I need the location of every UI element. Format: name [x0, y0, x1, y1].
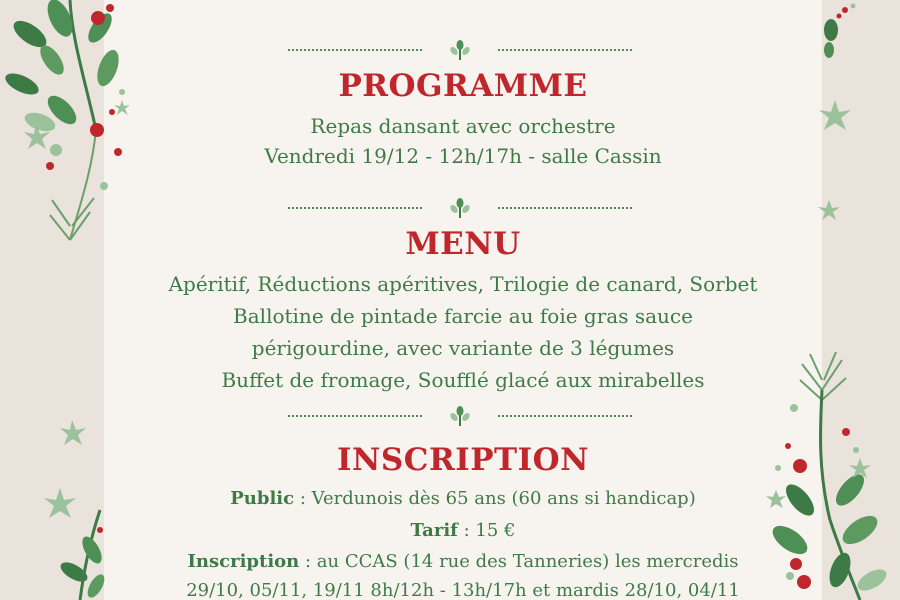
dotted-line: [498, 207, 632, 209]
programme-heading: PROGRAMME: [338, 68, 588, 104]
inscription-line: [104, 551, 822, 572]
menu-heading: MENU: [405, 226, 521, 262]
inscription-heading: INSCRIPTION: [337, 442, 589, 478]
dotted-line: [288, 415, 422, 417]
dotted-line: [288, 49, 422, 51]
menu-line: Apéritif, Réductions apéritives, Trilogie de canard, Sorbet: [168, 272, 758, 296]
programme-line: Repas dansant avec orchestre: [310, 114, 616, 138]
dotted-line: [498, 415, 632, 417]
public-line: [104, 488, 822, 509]
menu-line: Ballotine de pintade farcie au foie gras sauce: [233, 304, 693, 328]
holly-branch-icon: [815, 0, 900, 240]
public-label: Public: [230, 488, 295, 509]
tarif-label: Tarif: [410, 520, 458, 541]
programme-line: Vendredi 19/12 - 12h/17h - salle Cassin: [264, 144, 662, 168]
section-divider: [288, 406, 632, 426]
pine-sprig-icon: [448, 196, 472, 220]
pine-sprig-icon: [448, 38, 472, 62]
holly-branch-icon: [0, 400, 110, 600]
section-divider: [288, 198, 632, 218]
inscription-dates-line: 29/10, 05/11, 19/11 8h/12h - 13h/17h et mardis 28/10, 04/11: [186, 580, 740, 600]
section-divider: [288, 40, 632, 60]
menu-line: périgourdine, avec variante de 3 légumes: [251, 336, 675, 360]
pine-sprig-icon: [448, 404, 472, 428]
dotted-line: [498, 49, 632, 51]
tarif-line: [104, 520, 822, 541]
inscription-label: Inscription: [187, 551, 300, 572]
menu-line: Buffet de fromage, Soufflé glacé aux mirabelles: [221, 368, 705, 392]
dotted-line: [288, 207, 422, 209]
public-value: : Verdunois dès 65 ans (60 ans si handicap): [294, 488, 696, 509]
tarif-value: : 15 €: [457, 520, 516, 541]
inscription-value: : au CCAS (14 rue des Tanneries) les mercredis: [299, 551, 739, 572]
